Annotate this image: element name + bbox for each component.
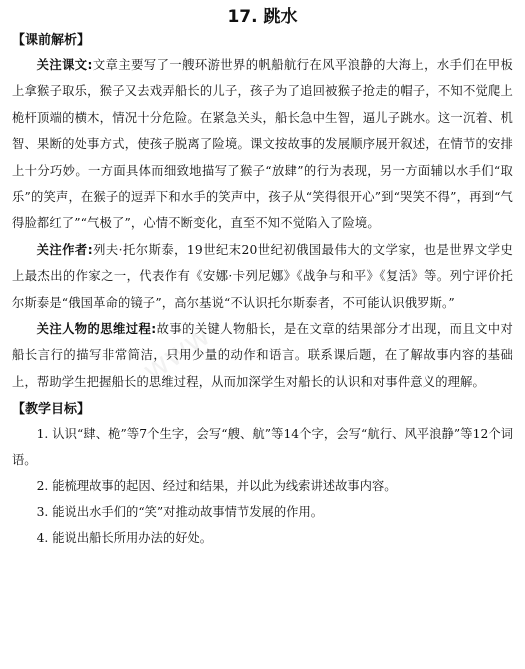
paragraph-label: 关注作者: bbox=[36, 242, 93, 257]
goal-item: 1. 认识“肆、桅”等7个生字，会写“艘、航”等14个字，会写“航行、风平浪静”等12个词语。 bbox=[12, 427, 513, 468]
section-heading-goals: 【教学目标】 bbox=[12, 402, 91, 418]
page-title: 17. 跳水 bbox=[227, 7, 298, 27]
document-page bbox=[0, 6, 525, 669]
paragraph-author-focus bbox=[12, 237, 513, 316]
paragraph-label: 关注人物的思维过程: bbox=[36, 322, 157, 337]
paragraph-body: 列夫·托尔斯泰，19世纪末20世纪初俄国最伟大的文学家，也是世界文学史上最杰出的作家之一，代表作有《安娜·卡列尼娜》《战争与和平》《复活》等。列宁评价托尔斯泰是“俄国革命的镜子”，高尔基说“不认识托尔斯泰者，不可能认识俄罗斯。” bbox=[12, 242, 513, 310]
paragraph-thinking-focus bbox=[12, 316, 513, 395]
paragraph-text-focus bbox=[12, 52, 513, 237]
paragraph-body: 文章主要写了一艘环游世界的帆船航行在风平浪静的大海上，水手们在甲板上拿猴子取乐，猴子又去戏弄船长的儿子，孩子为了追回被猴子抢走的帽子，不知不觉爬上桅杆顶端的横木，情况十分危险。在紧急关头，船长急中生智，逼儿子跳水。这一沉着、机智、果断的处事方式，使孩子脱离了险境。课文按故事的发展顺序展开叙述，在情节的安排上十分巧妙。一方面具体而细致地描写了猴子“放肆”的行为表现，另一方面辅以水手们“取乐”的笑声，在猴子的逗弄下和水手的笑声中，孩子从“笑得很开心”到“哭笑不得”，再到“气得脸都红了”“气极了”，心情不断变化，直至不知不觉陷入了险境。 bbox=[12, 58, 514, 231]
paragraph-label: 关注课文: bbox=[36, 58, 93, 72]
goal-item: 4. 能说出船长所用办法的好处。 bbox=[36, 531, 213, 546]
section-heading-pre-class: 【课前解析】 bbox=[12, 33, 91, 48]
goal-item: 2. 能梳理故事的起因、经过和结果，并以此为线索讲述故事内容。 bbox=[36, 479, 397, 494]
goals-section bbox=[12, 401, 513, 551]
goal-item: 3. 能说出水手们的“笑”对推动故事情节发展的作用。 bbox=[36, 505, 324, 520]
watermark: www bbox=[136, 318, 217, 389]
paragraph-body: 故事的关键人物船长，是在文章的结果部分才出现，而且文中对船长言行的描写非常简洁，只用少量的动作和语言。联系课后题，在了解故事内容的基础上，帮助学生把握船长的思维过程，从而加深学生对船长的认识和对事件意义的理解。 bbox=[12, 322, 513, 389]
